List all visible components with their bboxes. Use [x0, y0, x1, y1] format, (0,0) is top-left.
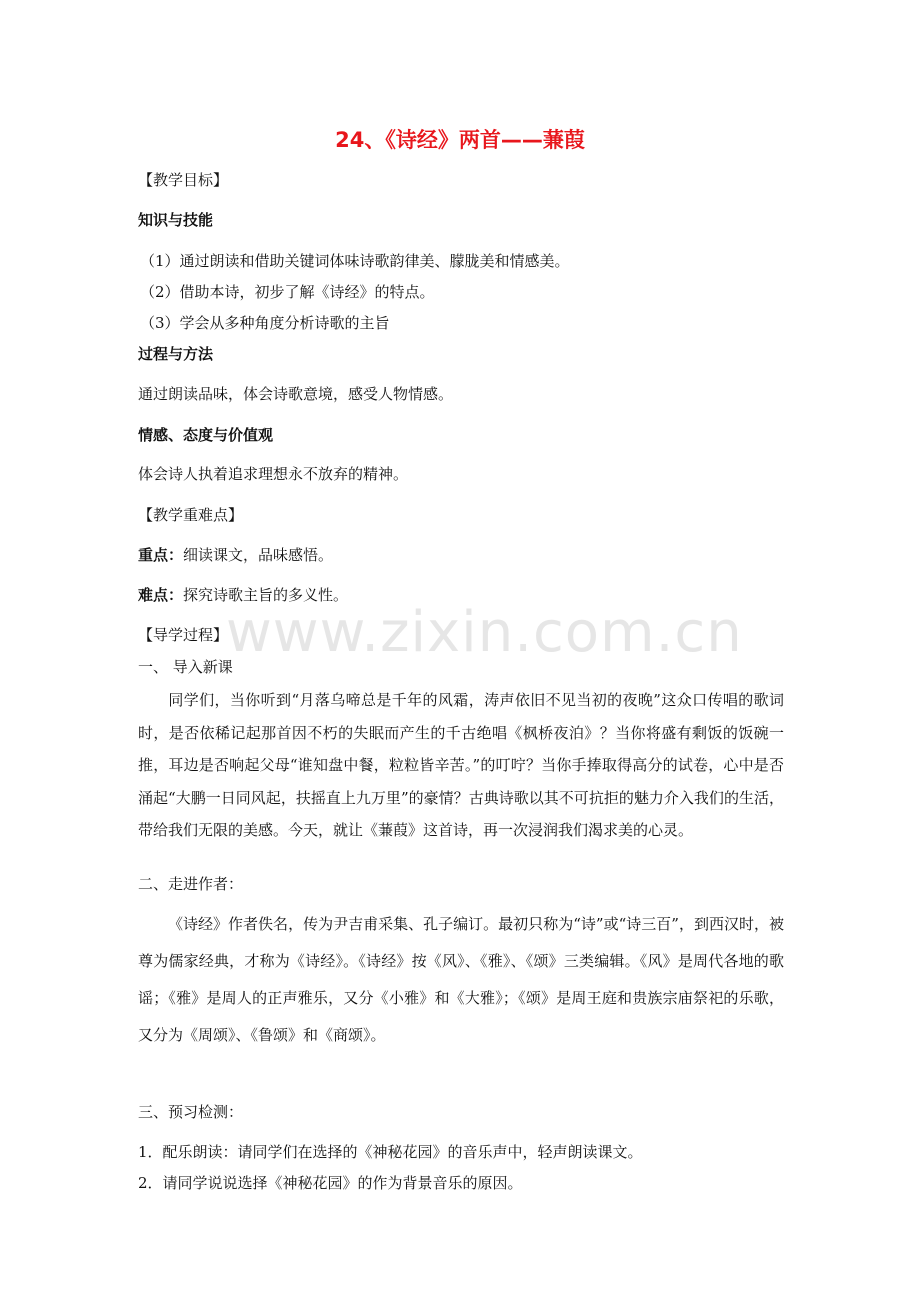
knowledge-heading: 知识与技能 [138, 211, 214, 229]
knowledge-item: （3）学会从多种角度分析诗歌的主旨 [140, 314, 390, 332]
difficulty-text: 探究诗歌主旨的多义性。 [183, 586, 349, 604]
process-heading: 过程与方法 [138, 345, 214, 363]
section2-paragraph [138, 906, 784, 1054]
page-title: 24、《诗经》两首——蒹葭 [335, 128, 585, 152]
key-point-line [138, 545, 333, 565]
section1-paragraph [138, 684, 784, 847]
key-point-text: 细读课文，品味感悟。 [183, 546, 334, 564]
knowledge-item: （2）借助本诗，初步了解《诗经》的特点。 [140, 283, 435, 301]
difficulty-line [138, 585, 348, 605]
watermark: www.zixin.com.cn [226, 600, 743, 665]
section3-heading: 三、预习检测： [138, 1103, 244, 1121]
difficulty-label: 难点： [138, 586, 184, 604]
guide-heading: 【导学过程】 [138, 626, 229, 644]
section1-text: 同学们，当你听到“月落乌啼总是千年的风霜，涛声依旧不见当初的夜晚”这众口传唱的歌词时，是否依稀记起那首因不朽的失眠而产生的千古绝唱《枫桥夜泊》？当你将盛有剩饭的饭碗一推，耳边是否响起父母“谁知盘中餐，粒粒皆辛苦。”的叮咛？当你手捧取得高分的试卷，心中是否涌起“大鹏一日同风起，扶摇直上九万里”的豪情？古典诗歌以其不可抗拒的魅力介入我们的生活，带给我们无限的美感。今天，就让《蒹葭》这首诗，再一次浸润我们渴求美的心灵。 [138, 691, 784, 839]
section3-item: 2．请同学说说选择《神秘花园》的作为背景音乐的原因。 [138, 1174, 523, 1192]
emotion-heading: 情感、态度与价值观 [138, 426, 274, 444]
key-points-heading: 【教学重难点】 [138, 506, 244, 524]
key-point-label: 重点： [138, 546, 184, 564]
section2-text: 《诗经》作者佚名，传为尹吉甫采集、孔子编订。最初只称为“诗”或“诗三百”，到西汉时，被尊为儒家经典，才称为《诗经》。《诗经》按《风》、《雅》、《颂》三类编辑。《风》是周代各地的歌谣；《雅》是周人的正声雅乐，又分《小雅》和《大雅》；《颂》是周王庭和贵族宗庙祭祀的乐歌，又分为《周颂》、《鲁颂》和《商颂》。 [138, 915, 784, 1044]
section2-heading: 二、走进作者： [138, 875, 244, 893]
section1-heading: 一、 导入新课 [138, 658, 233, 676]
objectives-heading: 【教学目标】 [138, 171, 229, 189]
knowledge-item: （1）通过朗读和借助关键词体味诗歌韵律美、朦胧美和情感美。 [140, 252, 570, 270]
emotion-text: 体会诗人执着追求理想永不放弃的精神。 [138, 465, 409, 483]
section3-item: 1．配乐朗读：请同学们在选择的《神秘花园》的音乐声中，轻声朗读课文。 [138, 1143, 643, 1161]
process-text: 通过朗读品味，体会诗歌意境，感受人物情感。 [138, 385, 454, 403]
